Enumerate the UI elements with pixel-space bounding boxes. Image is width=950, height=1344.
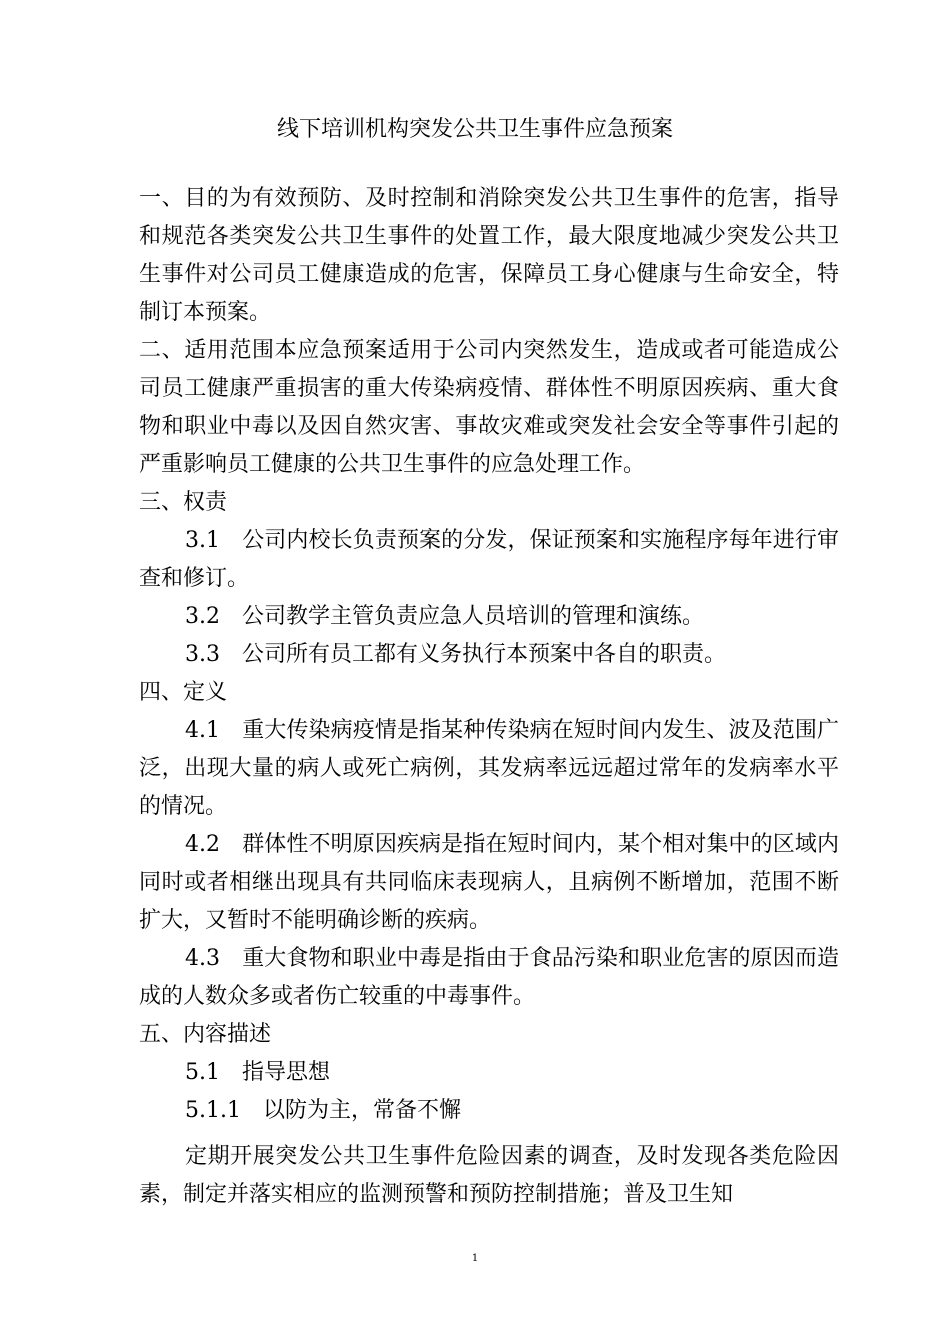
paragraph: 四、定义: [139, 680, 228, 705]
document-title: 线下培训机构突发公共卫生事件应急预案: [276, 117, 673, 142]
paragraph: 一、目的为有效预防、及时控制和消除突发公共卫生事件的危害，指导和规范各类突发公共卫生事件的处置工作，最大限度地减少突发公共卫生事件对公司员工健康造成的危害，保障员工身心健康与生命安全，特制订本预案。: [139, 186, 839, 325]
paragraph: 定期开展突发公共卫生事件危险因素的调查，及时发现各类危险因素，制定并落实相应的监测预警和预防控制措施；普及卫生知: [139, 1144, 839, 1207]
paragraph: 3.1 公司内校长负责预案的分发，保证预案和实施程序每年进行审查和修订。: [139, 528, 839, 591]
paragraph: 3.2 公司教学主管负责应急人员培训的管理和演练。: [185, 604, 704, 629]
paragraph: 5.1 指导思想: [185, 1060, 330, 1085]
paragraph: 4.1 重大传染病疫情是指某种传染病在短时间内发生、波及范围广泛，出现大量的病人或死亡病例，其发病率远远超过常年的发病率水平的情况。: [139, 718, 839, 819]
document-body: [139, 180, 839, 1214]
page-number: 1: [471, 1253, 479, 1264]
paragraph: 4.3 重大食物和职业中毒是指由于食品污染和职业危害的原因而造成的人数众多或者伤亡较重的中毒事件。: [139, 946, 839, 1009]
paragraph: 5.1.1 以防为主，常备不懈: [185, 1098, 461, 1123]
paragraph: 五、内容描述: [139, 1022, 272, 1047]
paragraph: 三、权责: [139, 490, 228, 515]
paragraph: 3.3 公司所有员工都有义务执行本预案中各自的职责。: [185, 642, 726, 667]
paragraph: 4.2 群体性不明原因疾病是指在短时间内，某个相对集中的区域内同时或者相继出现具有共同临床表现病人，且病例不断增加，范围不断扩大，又暂时不能明确诊断的疾病。: [139, 832, 839, 933]
paragraph: 二、适用范围本应急预案适用于公司内突然发生，造成或者可能造成公司员工健康严重损害的重大传染病疫情、群体性不明原因疾病、重大食物和职业中毒以及因自然灾害、事故灾难或突发社会安全等事件引起的严重影响员工健康的公共卫生事件的应急处理工作。: [139, 338, 839, 477]
